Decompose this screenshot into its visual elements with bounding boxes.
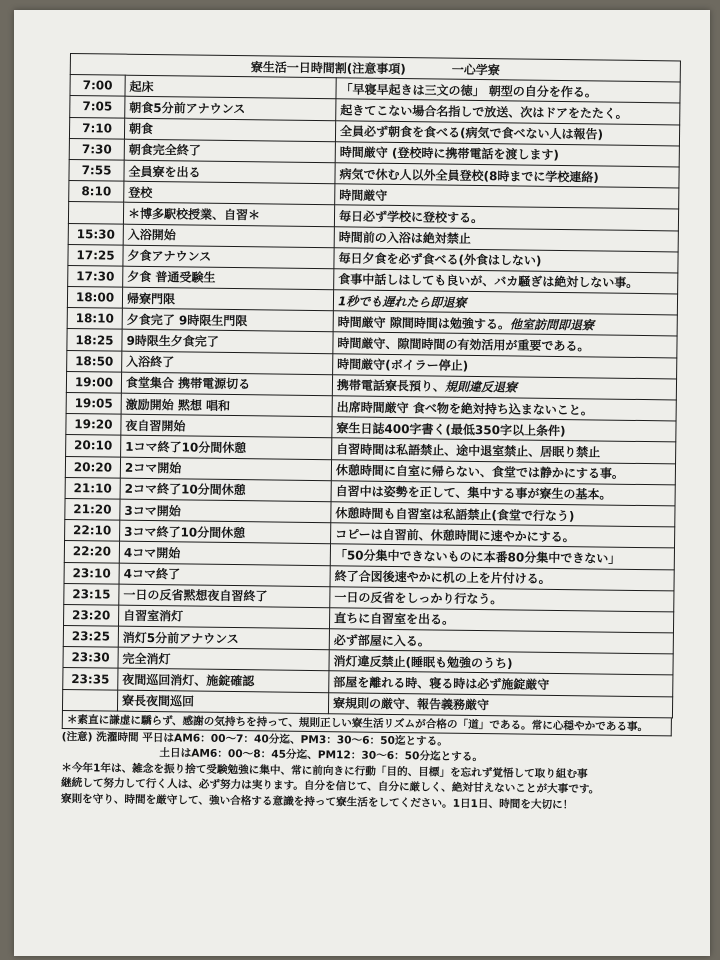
schedule-time: 21:10 xyxy=(65,477,120,499)
schedule-time: 15:30 xyxy=(68,223,123,245)
laundry-weekday-text: 平日はAM6：00～7：40分迄、PM3：30～6：50迄とする。 xyxy=(142,731,448,748)
schedule-event: 2コマ開始 xyxy=(120,457,331,481)
schedule-event: 9時限生夕食完了 xyxy=(122,330,333,354)
schedule-time: 20:10 xyxy=(66,435,121,457)
schedule-event: 帰寮門限 xyxy=(122,287,333,311)
schedule-note-text: 毎日必ず学校に登校する。 xyxy=(338,209,484,225)
schedule-event: 夕食完了 9時限生門限 xyxy=(122,308,333,332)
schedule-note-text: 時間厳守、隙間時間の有効活用が重要である。 xyxy=(337,336,590,354)
schedule-time: 21:20 xyxy=(65,498,120,520)
schedule-time: 23:30 xyxy=(63,647,118,669)
schedule-time: 7:05 xyxy=(70,96,125,118)
schedule-event: 3コマ終了10分間休憩 xyxy=(120,520,331,544)
schedule-event: 完全消灯 xyxy=(118,647,329,671)
schedule-note-text: 休憩時間も自習室は私語禁止(食堂で行なう) xyxy=(335,505,575,523)
footer-notes xyxy=(61,730,672,815)
schedule-note-text: 時間厳守 (登校時に携帯電話を渡します) xyxy=(339,145,560,163)
laundry-label: (注意) 洗濯時間 xyxy=(61,730,139,744)
schedule-time: 8:10 xyxy=(69,181,124,203)
notice-line-1: ＊今年1年は、雑念を振り捨て受験勉強に集中、常に前向きに行動「目的、目標」を忘れず覚悟して取り組む事 xyxy=(61,761,588,781)
notice-line-2: 継続して努力して行く人は、必ず努力は実ります。自分を信じて、自分に厳しく、絶対甘えないことが大事です。 xyxy=(61,777,600,796)
schedule-time: 18:00 xyxy=(67,287,122,309)
schedule-time: 20:20 xyxy=(65,456,120,478)
schedule-note-text: 時間前の入浴は絶対禁止 xyxy=(338,230,471,247)
schedule-note-text: 直ちに自習室を出る。 xyxy=(334,611,455,628)
schedule-document xyxy=(61,53,680,815)
schedule-time: 7:00 xyxy=(70,75,125,97)
schedule-event: 寮長夜間巡回 xyxy=(117,690,328,714)
schedule-note-text: 消灯違反禁止(睡眠も勉強のうち) xyxy=(333,654,513,671)
schedule-note-text: 毎日夕食を必ず食べる(外食はしない) xyxy=(338,251,542,269)
schedule-time: 23:25 xyxy=(63,626,118,648)
schedule-event: 朝食完全終了 xyxy=(124,139,335,163)
schedule-event: 入浴開始 xyxy=(123,224,334,248)
schedule-note-text: 部屋を離れる時、寝る時は必ず施錠厳守 xyxy=(333,675,550,692)
schedule-note-text: 時間厳守(ボイラー停止) xyxy=(337,357,469,374)
schedule-time: 23:10 xyxy=(64,562,119,584)
schedule-event: 全員寮を出る xyxy=(124,160,335,184)
schedule-time: 17:25 xyxy=(68,244,123,266)
schedule-note-text: 休憩時間に自室に帰らない、食堂では静かにする事。 xyxy=(335,463,624,481)
schedule-note-text: 起きてこない場合名指しで放送、次はドアをたたく。 xyxy=(340,103,628,121)
schedule-event: 入浴終了 xyxy=(122,351,333,375)
schedule-event: 激励開始 黙想 唱和 xyxy=(121,393,332,417)
schedule-note-text: 終了合図後速やかに机の上を片付ける。 xyxy=(334,569,551,587)
schedule-event: 3コマ開始 xyxy=(120,499,331,523)
schedule-time: 23:20 xyxy=(64,604,119,626)
schedule-event: 4コマ開始 xyxy=(119,541,330,565)
schedule-note-text: 時間厳守 隙間時間は勉強する。 xyxy=(337,315,510,332)
schedule-event: 2コマ終了10分間休憩 xyxy=(120,478,331,502)
schedule-event: 4コマ終了 xyxy=(119,563,330,587)
schedule-event: 消灯5分前アナウンス xyxy=(118,626,329,650)
schedule-note-text: 必ず部屋に入る。 xyxy=(333,632,430,649)
schedule-time: 7:30 xyxy=(69,138,124,160)
schedule-time: 18:10 xyxy=(67,308,122,330)
laundry-weekend: 土日はAM6：00～8：45分迄、PM12：30～6：50分迄とする。 xyxy=(159,747,484,764)
schedule-time xyxy=(68,202,123,224)
schedule-event: 朝食 xyxy=(124,118,335,142)
schedule-time: 7:10 xyxy=(69,117,124,139)
schedule-note-text: 出席時間厳守 食べ物を絶対持ち込まないこと。 xyxy=(336,399,593,418)
schedule-time: 17:30 xyxy=(68,265,123,287)
schedule-note-text: 食事中話しはしても良いが、バカ騒ぎは絶対しない事。 xyxy=(338,272,639,291)
schedule-event: 自習室消灯 xyxy=(119,605,330,629)
notice-line-3: 寮則を守り、時間を厳守して、強い合格する意識を持って寮生活をしてください。1日1日、時間を大切に！ xyxy=(60,792,574,812)
schedule-event: 夕食 普通受験生 xyxy=(123,266,334,290)
schedule-time: 19:20 xyxy=(66,414,121,436)
schedule-note-text: 「早寝早起きは三文の徳」 朝型の自分を作る。 xyxy=(340,82,597,100)
schedule-event: ＊博多駅校授業、自習＊ xyxy=(123,202,334,226)
schedule-note-text: 寮生日誌400字書く(最低350字以上条件) xyxy=(336,421,566,438)
schedule-time: 19:05 xyxy=(66,392,121,414)
schedule-table xyxy=(62,53,681,718)
schedule-note-text: 「50分集中できないものに本番80分集中できない」 xyxy=(334,548,621,566)
schedule-note-text: 自習時間は私語禁止、途中退室禁止、居眠り禁止 xyxy=(336,442,601,460)
motto: ＊素直に謙虚に驕らず、感謝の気持ちを持って、規則正しい寮生活リズムが合格の「道」である。常に心穏やかである事。 xyxy=(62,711,672,736)
schedule-time: 23:35 xyxy=(63,668,118,690)
schedule-time: 22:20 xyxy=(64,541,119,563)
schedule-note-text: 病気で休む人以外全員登校(8時までに学校連絡) xyxy=(339,166,599,185)
schedule-time: 7:55 xyxy=(69,159,124,181)
schedule-event: 夜自習開始 xyxy=(121,414,332,438)
schedule-note-text: 時間厳守 xyxy=(339,188,388,203)
schedule-time: 23:15 xyxy=(64,583,119,605)
schedule-note-text: 携帯電話寮長預り、 xyxy=(336,378,446,395)
schedule-note-text: 自習中は姿勢を正して、集中する事が寮生の基本。 xyxy=(335,484,612,502)
schedule-note-emphasis: 他室訪問即退寮 xyxy=(509,317,595,333)
school-name: 一心学寮 xyxy=(451,62,500,77)
schedule-time: 18:25 xyxy=(67,329,122,351)
schedule-event: 1コマ終了10分間休憩 xyxy=(121,436,332,460)
schedule-event: 一日の反省黙想夜自習終了 xyxy=(119,584,330,608)
schedule-event: 食堂集合 携帯電源切る xyxy=(121,372,332,396)
schedule-note-text: 一日の反省をしっかり行なう。 xyxy=(334,590,503,607)
schedule-event: 登校 xyxy=(124,181,335,205)
schedule-time: 22:10 xyxy=(65,520,120,542)
paper-sheet xyxy=(14,10,710,956)
schedule-time xyxy=(62,689,117,711)
schedule-event: 夕食アナウンス xyxy=(123,245,334,269)
schedule-note-text: コピーは自習前、休憩時間に速やかにする。 xyxy=(335,526,575,544)
schedule-time: 19:00 xyxy=(66,371,121,393)
schedule-note-text: 寮規則の厳守、報告義務厳守 xyxy=(332,696,490,713)
schedule-note-text: 1秒でも遅れたら即退寮 xyxy=(337,293,467,310)
schedule-note-emphasis: 規則違反退寮 xyxy=(444,380,518,395)
schedule-note-text: 全員必ず朝食を食べる(病気で食べない人は報告) xyxy=(339,124,604,142)
schedule-time: 18:50 xyxy=(67,350,122,372)
document-title: 寮生活一日時間割(注意事項) xyxy=(250,59,406,76)
schedule-event: 起床 xyxy=(125,75,336,99)
schedule-event: 夜間巡回消灯、施錠確認 xyxy=(118,669,329,693)
schedule-event: 朝食5分前アナウンス xyxy=(125,97,336,121)
